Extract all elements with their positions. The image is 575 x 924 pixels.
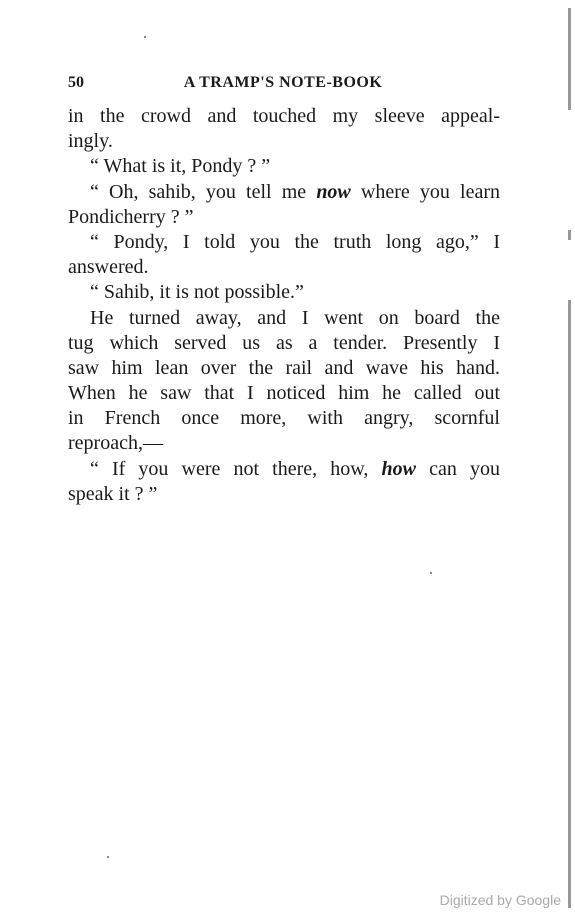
paper-speck [107, 856, 109, 858]
text-line: ingly. [68, 130, 113, 153]
body-text [68, 104, 500, 507]
page-header [68, 74, 498, 98]
text-line: He turned away, and I went on board the [90, 306, 500, 329]
paper-speck [144, 36, 146, 38]
text-line: answered. [68, 256, 149, 279]
text-line: “ Sahib, it is not possible.” [90, 281, 304, 304]
text-line: saw him lean over the rail and wave his hand. [68, 356, 500, 379]
paper-speck [430, 572, 432, 574]
emphasis: how [381, 457, 416, 480]
text-line: in the crowd and touched my sleeve appeal- [68, 105, 500, 127]
digitized-watermark: Digitized by Google [439, 892, 561, 908]
text-line: “ What is it, Pondy ? ” [90, 155, 271, 178]
text-line: “ If you were not there, how, how can you [90, 457, 500, 480]
text-line: reproach,— [68, 432, 163, 455]
text-line: When he saw that I noticed him he called out [68, 382, 500, 405]
text-line: Pondicherry ? ” [68, 205, 194, 228]
running-title: A TRAMP'S NOTE-BOOK [183, 74, 383, 91]
text-line: speak it ? ” [68, 482, 158, 505]
text-line: tug which served us as a tender. Presently I [68, 331, 500, 354]
text-line: “ Oh, sahib, you tell me now where you learn [90, 180, 500, 203]
text-line: “ Pondy, I told you the truth long ago,” I [90, 230, 500, 253]
text-line: in French once more, with angry, scornful [68, 407, 500, 430]
page-number: 50 [68, 74, 84, 91]
emphasis: now [316, 180, 351, 203]
